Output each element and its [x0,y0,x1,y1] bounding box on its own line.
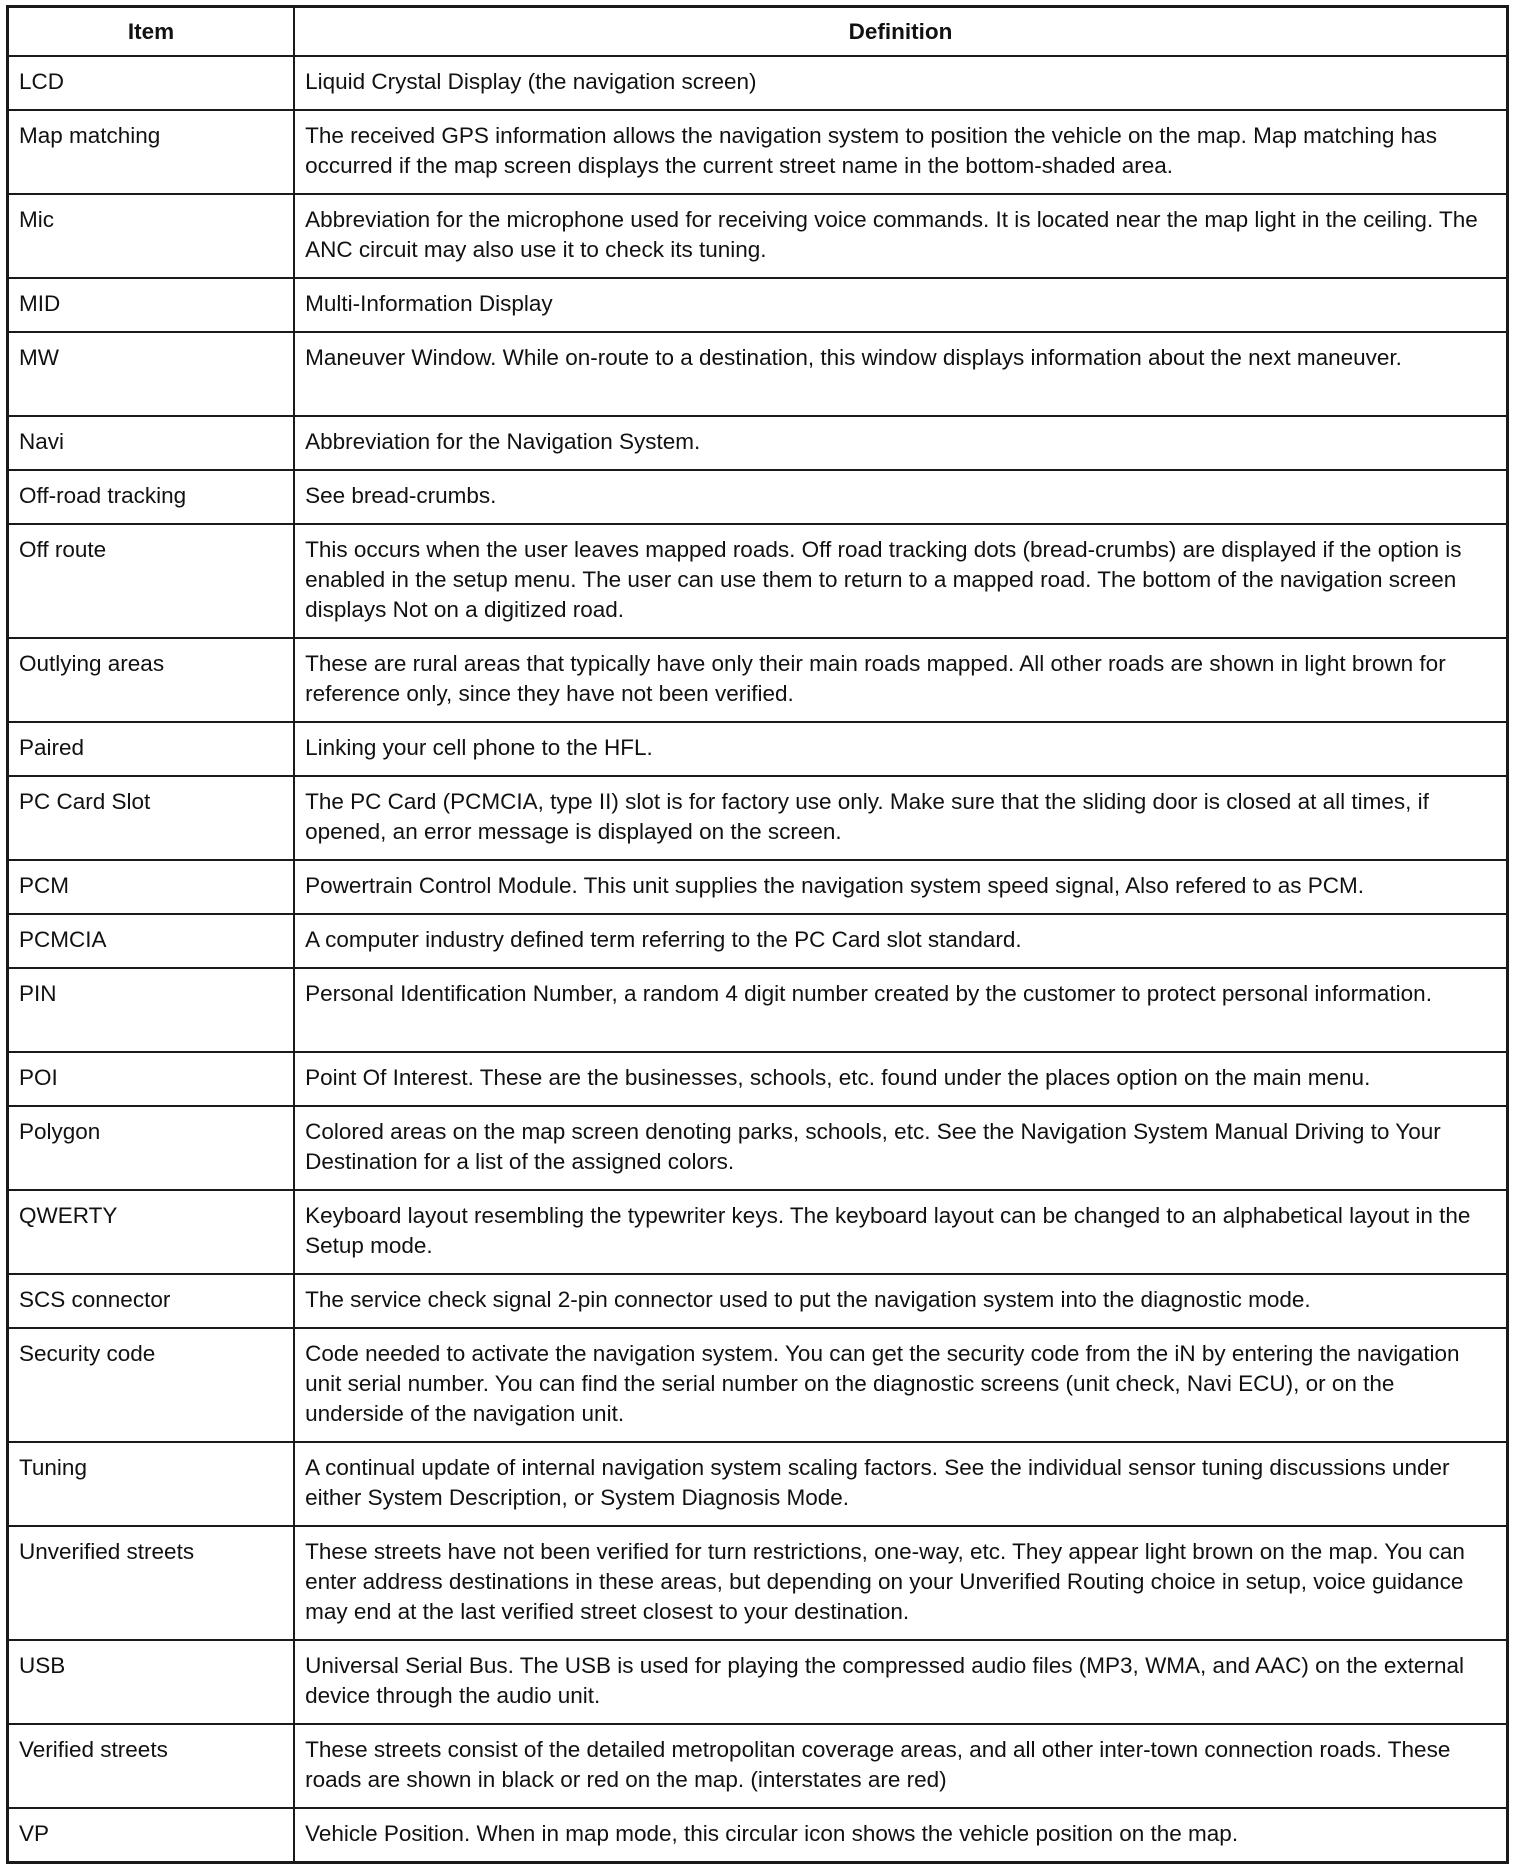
item-cell: PCMCIA [8,914,295,968]
definition-cell: The PC Card (PCMCIA, type II) slot is for factory use only. Make sure that the sliding door is closed at all times, if opened, an error message is displayed on the screen. [294,776,1507,860]
definition-cell: The service check signal 2-pin connector used to put the navigation system into the diagnostic mode. [294,1274,1507,1328]
item-cell: Verified streets [8,1724,295,1808]
table-header-row [8,7,1508,57]
item-cell: Polygon [8,1106,295,1190]
table-row [8,56,1508,110]
table-row [8,1640,1508,1724]
item-cell: QWERTY [8,1190,295,1274]
definition-cell: Keyboard layout resembling the typewriter keys. The keyboard layout can be changed to an alphabetical layout in the Setup mode. [294,1190,1507,1274]
item-cell: Off-road tracking [8,470,295,524]
item-cell: Unverified streets [8,1526,295,1640]
item-cell: VP [8,1808,295,1863]
item-cell: Map matching [8,110,295,194]
definition-cell: See bread-crumbs. [294,470,1507,524]
table-row [8,1328,1508,1442]
definition-cell: Liquid Crystal Display (the navigation screen) [294,56,1507,110]
table-row [8,914,1508,968]
definition-cell: A continual update of internal navigation system scaling factors. See the individual sensor tuning discussions under either System Description, or System Diagnosis Mode. [294,1442,1507,1526]
item-cell: PCM [8,860,295,914]
definition-cell: Maneuver Window. While on-route to a destination, this window displays information about the next maneuver. [294,332,1507,416]
table-row [8,1526,1508,1640]
item-cell: Paired [8,722,295,776]
definition-cell: Personal Identification Number, a random 4 digit number created by the customer to protect personal information. [294,968,1507,1052]
table-row [8,1724,1508,1808]
definition-cell: This occurs when the user leaves mapped roads. Off road tracking dots (bread-crumbs) are displayed if the option is enabled in the setup menu. The user can use them to return to a mapped road. The bottom of the navigation screen displays Not on a digitized road. [294,524,1507,638]
table-row [8,1052,1508,1106]
table-row [8,1442,1508,1526]
definition-cell: Multi-Information Display [294,278,1507,332]
item-cell: PIN [8,968,295,1052]
definition-cell: Powertrain Control Module. This unit supplies the navigation system speed signal, Also refered to as PCM. [294,860,1507,914]
item-cell: PC Card Slot [8,776,295,860]
item-cell: Outlying areas [8,638,295,722]
table-row [8,416,1508,470]
definition-cell: Linking your cell phone to the HFL. [294,722,1507,776]
item-cell: Mic [8,194,295,278]
item-cell: Off route [8,524,295,638]
table-row [8,332,1508,416]
item-cell: SCS connector [8,1274,295,1328]
item-cell: LCD [8,56,295,110]
definition-cell: Point Of Interest. These are the businesses, schools, etc. found under the places option on the main menu. [294,1052,1507,1106]
column-header-item: Item [8,7,295,57]
definition-cell: Vehicle Position. When in map mode, this circular icon shows the vehicle position on the map. [294,1808,1507,1863]
table-row [8,776,1508,860]
table-row [8,470,1508,524]
glossary-table-container [6,5,1509,1864]
table-row [8,1190,1508,1274]
item-cell: Security code [8,1328,295,1442]
table-row [8,194,1508,278]
table-row [8,524,1508,638]
table-row [8,1274,1508,1328]
definition-cell: Colored areas on the map screen denoting parks, schools, etc. See the Navigation System Manual Driving to Your Destination for a list of the assigned colors. [294,1106,1507,1190]
table-row [8,1808,1508,1863]
table-row [8,860,1508,914]
item-cell: Navi [8,416,295,470]
item-cell: MID [8,278,295,332]
item-cell: USB [8,1640,295,1724]
table-row [8,638,1508,722]
table-row [8,278,1508,332]
definition-cell: Abbreviation for the microphone used for receiving voice commands. It is located near the map light in the ceiling. The ANC circuit may also use it to check its tuning. [294,194,1507,278]
definition-cell: Universal Serial Bus. The USB is used for playing the compressed audio files (MP3, WMA, and AAC) on the external device through the audio unit. [294,1640,1507,1724]
definition-cell: Code needed to activate the navigation system. You can get the security code from the iN by entering the navigation unit serial number. You can find the serial number on the diagnostic screens (unit check, Navi ECU), or on the underside of the navigation unit. [294,1328,1507,1442]
table-row [8,968,1508,1052]
definition-cell: These streets have not been verified for turn restrictions, one-way, etc. They appear light brown on the map. You can enter address destinations in these areas, but depending on your Unverified Routing choice in setup, voice guidance may end at the last verified street closest to your destination. [294,1526,1507,1640]
item-cell: Tuning [8,1442,295,1526]
item-cell: POI [8,1052,295,1106]
table-row [8,110,1508,194]
definition-cell: These streets consist of the detailed metropolitan coverage areas, and all other inter-town connection roads. These roads are shown in black or red on the map. (interstates are red) [294,1724,1507,1808]
definition-cell: Abbreviation for the Navigation System. [294,416,1507,470]
definition-cell: The received GPS information allows the navigation system to position the vehicle on the map. Map matching has occurred if the map screen displays the current street name in the bottom-shaded area. [294,110,1507,194]
column-header-definition: Definition [294,7,1507,57]
table-row [8,722,1508,776]
table-row [8,1106,1508,1190]
item-cell: MW [8,332,295,416]
definition-cell: These are rural areas that typically have only their main roads mapped. All other roads are shown in light brown for reference only, since they have not been verified. [294,638,1507,722]
glossary-table [6,5,1509,1864]
definition-cell: A computer industry defined term referring to the PC Card slot standard. [294,914,1507,968]
